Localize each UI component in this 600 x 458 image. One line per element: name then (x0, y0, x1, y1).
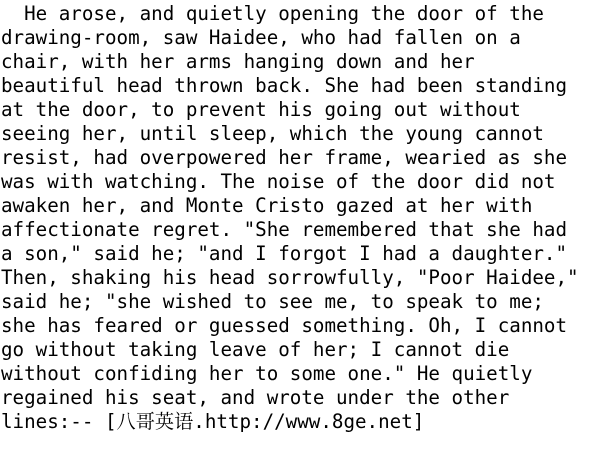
text-line-7: resist, had overpowered her frame, wearied as she (1, 146, 568, 169)
text-line-6: seeing her, until sleep, which the young cannot (1, 122, 544, 145)
text-line-16: without confiding her to some one." He quietly (1, 362, 533, 385)
text-line-3: chair, with her arms hanging down and her (1, 50, 475, 73)
text-line-2: drawing-room, saw Haidee, who had fallen on a (1, 26, 521, 49)
text-line-9: awaken her, and Monte Cristo gazed at her with (1, 194, 533, 217)
text-line-10: affectionate regret. "She remembered that she had (1, 218, 568, 241)
text-paragraph (1, 2, 599, 434)
text-line-14: she has feared or guessed something. Oh, I cannot (1, 314, 568, 337)
text-line-5: at the door, to prevent his going out without (1, 98, 521, 121)
text-line-1: He arose, and quietly opening the door of the (1, 2, 544, 25)
text-line-13: said he; "she wished to see me, to speak to me; (1, 290, 544, 313)
text-line-12: Then, shaking his head sorrowfully, "Poor Haidee," (1, 266, 579, 289)
text-line-4: beautiful head thrown back. She had been standing (1, 74, 568, 97)
text-line-17: regained his seat, and wrote under the other (1, 386, 510, 409)
text-line-18: lines:-- [八哥英语.http://www.8ge.net] (1, 410, 425, 433)
text-line-8: was with watching. The noise of the door did not (1, 170, 556, 193)
text-line-11: a son," said he; "and I forgot I had a daughter." (1, 242, 568, 265)
text-line-15: go without taking leave of her; I cannot die (1, 338, 510, 361)
